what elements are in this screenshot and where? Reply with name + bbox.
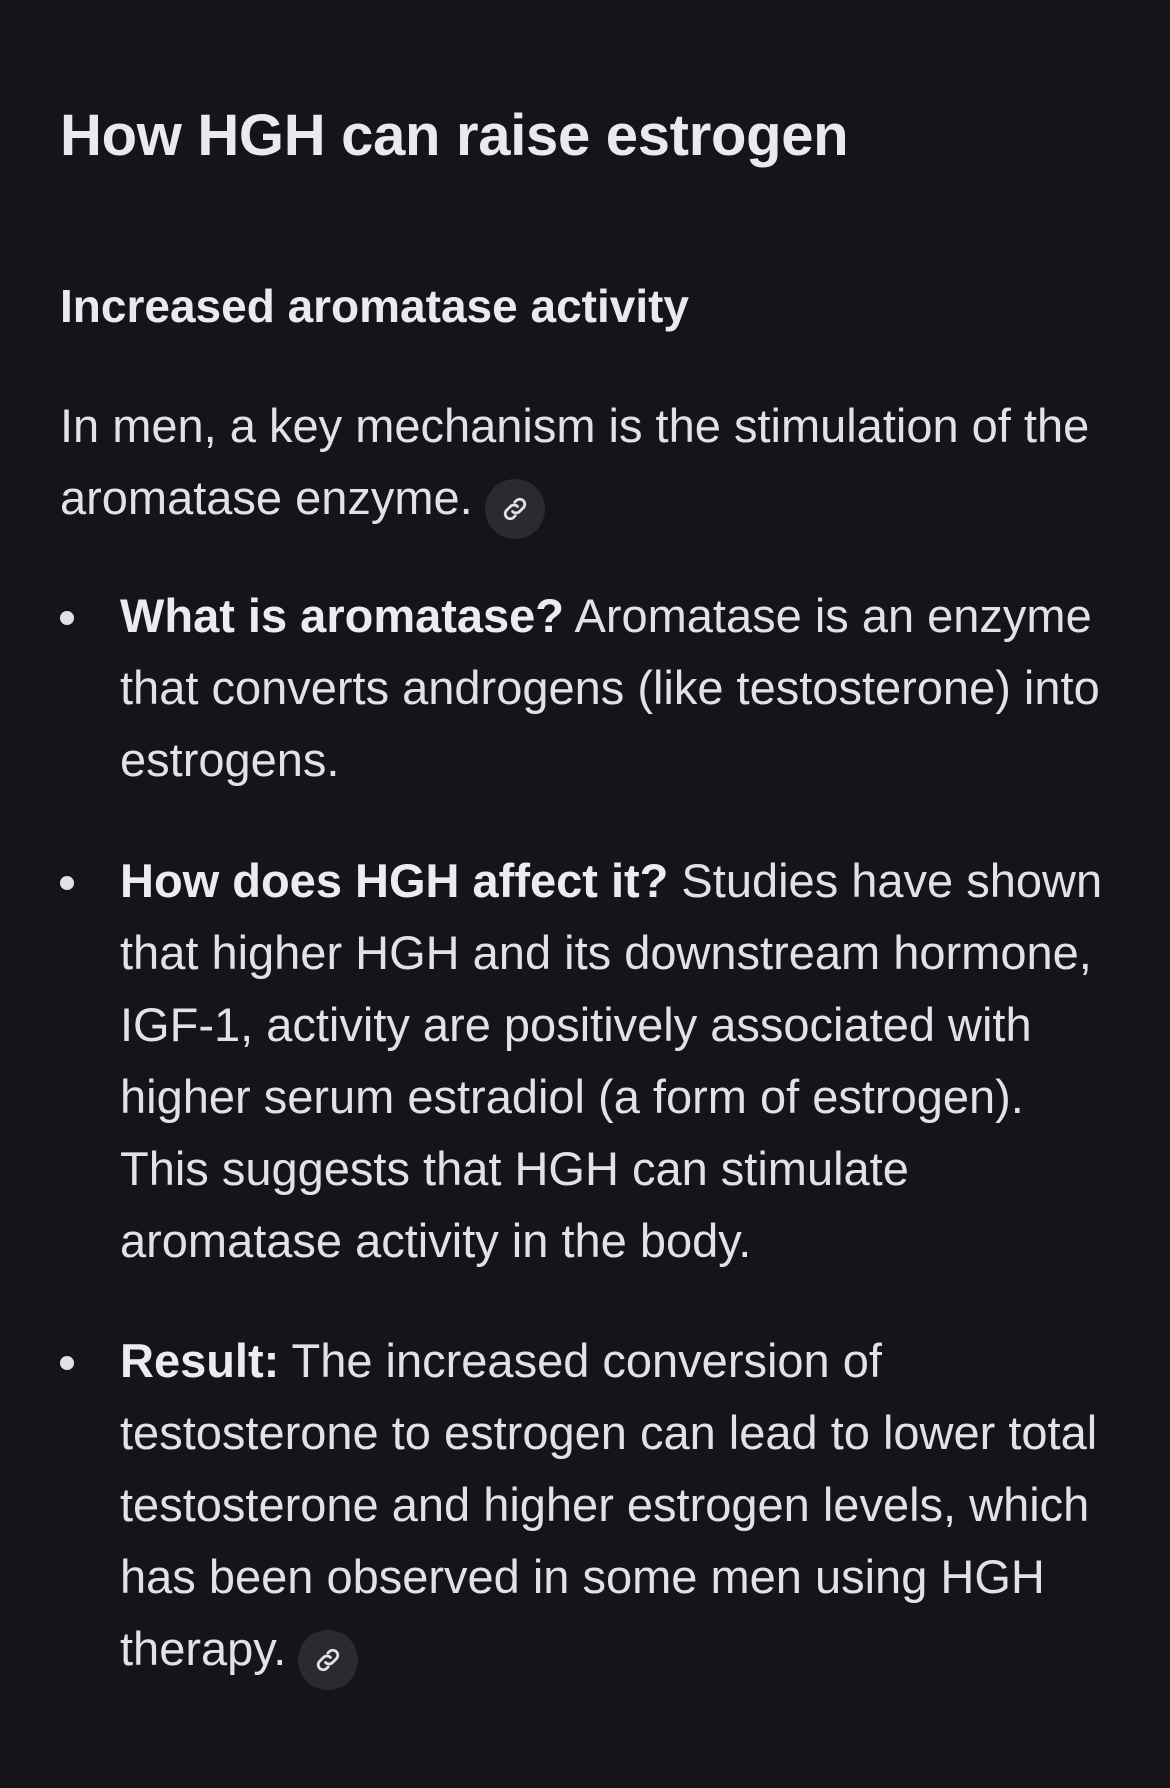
- section-intro-text: In men, a key mechanism is the stimulation of the aromatase enzyme.: [60, 399, 1090, 524]
- list-item-text: Aromatase is an enzyme that converts androgens (like testosterone) into estrogens.: [120, 589, 1100, 786]
- list-item-lead: Result:: [120, 1334, 280, 1387]
- bullet-marker: [60, 876, 74, 890]
- source-link-button[interactable]: [485, 479, 545, 539]
- list-item-text: The increased conversion of testosterone to estrogen can lead to lower total testosterone and higher estrogen levels, which has been observed in some men using HGH therapy.: [120, 1334, 1098, 1675]
- bullet-marker: [60, 1356, 74, 1370]
- list-item-body: [120, 1325, 1120, 1690]
- list-item-body: [120, 845, 1120, 1277]
- list-item-text: Studies have shown that higher HGH and its downstream hormone, IGF-1, activity are positively associated with higher serum estradiol (a form of estrogen). This suggests that HGH can stimulate aromatase activity in the body.: [120, 854, 1103, 1267]
- link-icon: [500, 494, 530, 524]
- list-item-body: [120, 580, 1120, 796]
- source-link-button[interactable]: [298, 1630, 358, 1690]
- link-icon: [313, 1645, 343, 1675]
- bullet-marker: [60, 611, 74, 625]
- section-title: Increased aromatase activity: [60, 280, 690, 332]
- list-item-lead: How does HGH affect it?: [120, 854, 669, 907]
- page-title: How HGH can raise estrogen: [60, 103, 849, 168]
- section-intro: [60, 390, 1100, 539]
- list-item-lead: What is aromatase?: [120, 589, 565, 642]
